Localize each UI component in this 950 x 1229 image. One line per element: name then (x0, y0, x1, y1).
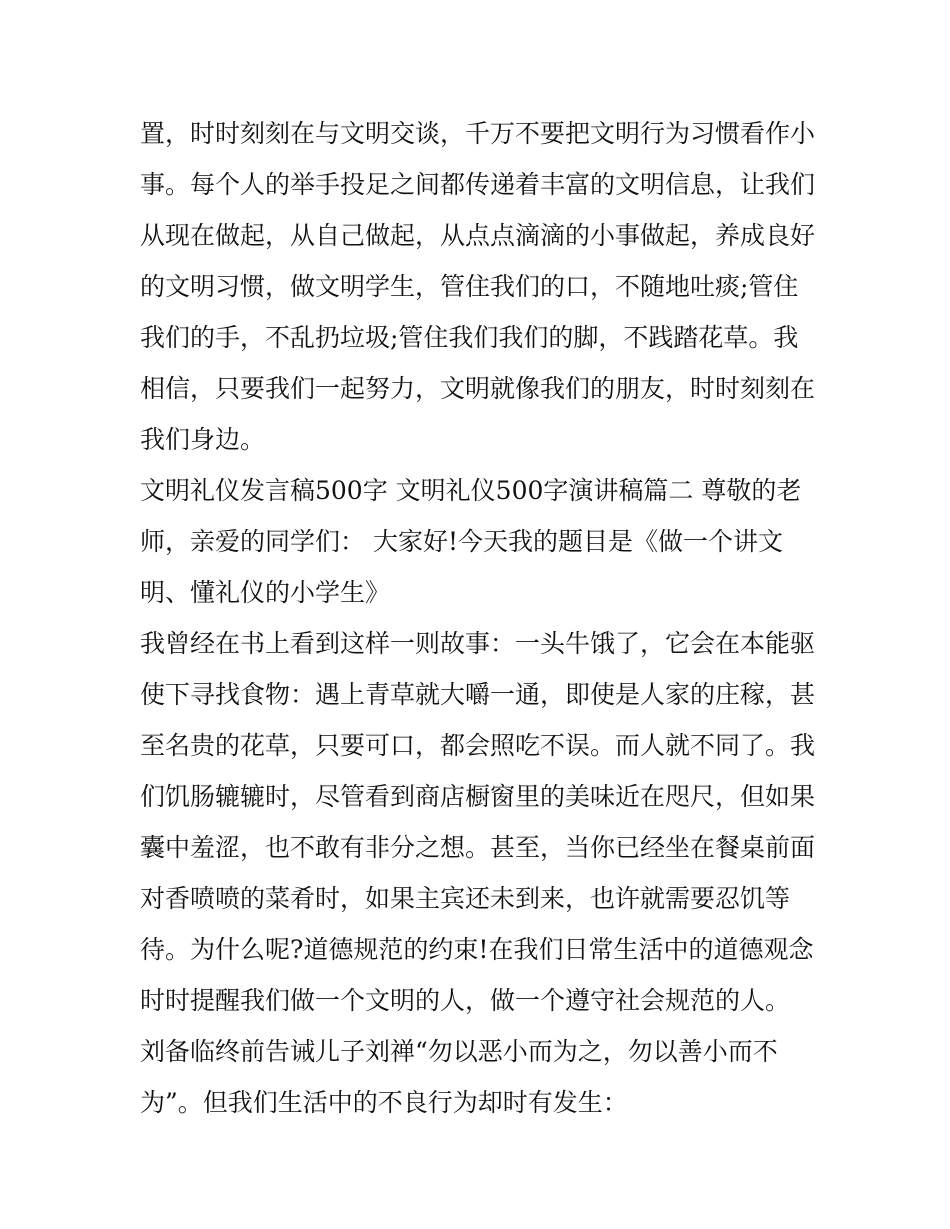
text-line: 文明礼仪发言稿500字 文明礼仪500字演讲稿篇二 尊敬的老 (140, 476, 802, 505)
text-line: 使下寻找食物：遇上青草就大嚼一通，即使是人家的庄稼，甚 (140, 680, 816, 709)
text-line: 相信，只要我们一起努力，文明就像我们的朋友，时时刻刻在 (140, 374, 816, 403)
text-line: 师，亲爱的同学们： 大家好!今天我的题目是《做一个讲文 (140, 527, 783, 556)
text-line: 至名贵的花草，只要可口，都会照吃不误。而人就不同了。我 (140, 731, 816, 760)
text-line: 的文明习惯，做文明学生，管住我们的口，不随地吐痰;管住 (140, 272, 799, 301)
text-line: 为”。但我们生活中的不良行为却时有发生： (140, 1088, 628, 1117)
text-line: 我曾经在书上看到这样一则故事：一头牛饿了，它会在本能驱 (140, 629, 816, 658)
text-line: 对香喷喷的菜肴时，如果主宾还未到来，也许就需要忍饥等 (140, 884, 791, 913)
text-line: 从现在做起，从自己做起，从点点滴滴的小事做起，养成良好 (140, 221, 816, 250)
text-line: 待。为什么呢?道德规范的约束!在我们日常生活中的道德观念 (140, 935, 814, 964)
text-line: 囊中羞涩，也不敢有非分之想。甚至，当你已经坐在餐桌前面 (140, 833, 816, 862)
text-line: 们饥肠辘辘时，尽管看到商店橱窗里的美味近在咫尺，但如果 (140, 782, 816, 811)
text-line: 我们的手，不乱扔垃圾;管住我们我们的脚，不践踏花草。我 (140, 323, 799, 352)
text-line: 刘备临终前告诫儿子刘禅“勿以恶小而为之，勿以善小而不 (140, 1037, 778, 1066)
text-line: 事。每个人的举手投足之间都传递着丰富的文明信息，让我们 (140, 170, 816, 199)
document-body (140, 108, 820, 1128)
text-line: 时时提醒我们做一个文明的人，做一个遵守社会规范的人。 (140, 986, 791, 1015)
text-line: 置，时时刻刻在与文明交谈，千万不要把文明行为习惯看作小 (140, 119, 816, 148)
text-line: 我们身边。 (140, 425, 266, 454)
text-line: 明、懂礼仪的小学生》 (140, 578, 391, 607)
